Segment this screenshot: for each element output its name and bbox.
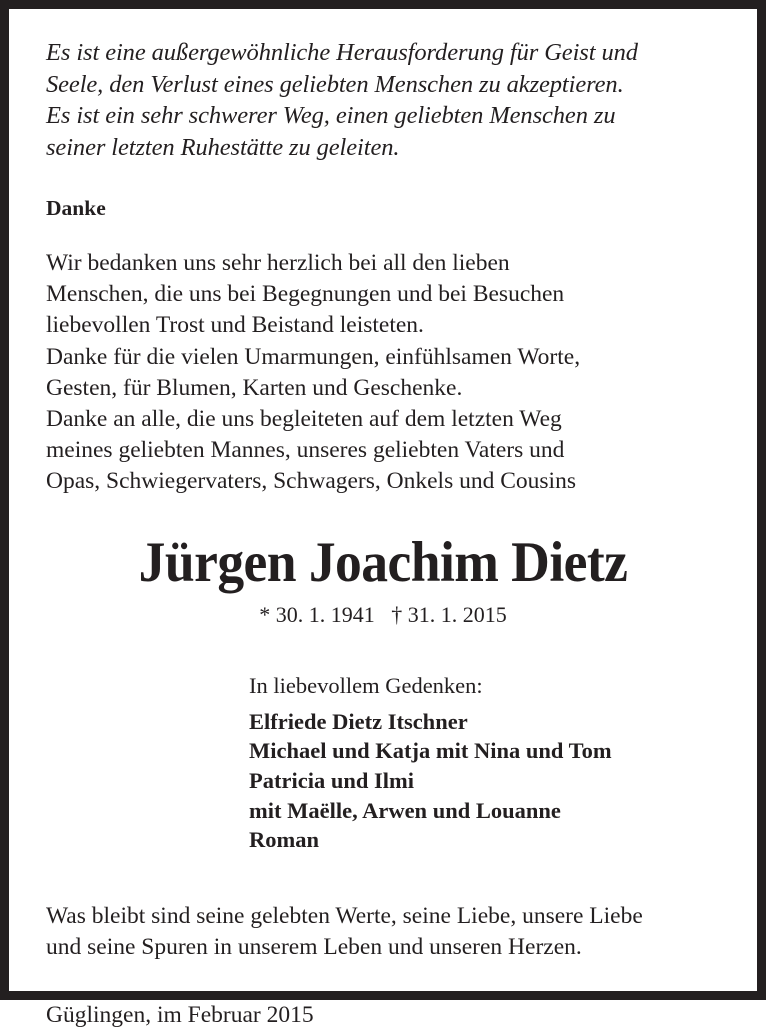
mourner-line: Patricia und Ilmi: [249, 767, 415, 793]
thanks-line: meines geliebten Mannes, unseres geliebten Vaters und: [46, 436, 565, 463]
mourner-line: Michael und Katja mit Nina und Tom: [249, 738, 612, 764]
thanks-line: Menschen, die uns bei Begegnungen und bei Besuchen: [46, 281, 565, 308]
epigraph-line: Es ist ein sehr schwerer Weg, einen geliebten Menschen zu: [46, 102, 616, 130]
epigraph-line: seiner letzten Ruhestätte zu geleiten.: [46, 133, 400, 161]
deceased-name-block: [37, 533, 729, 628]
danke-heading: Danke: [46, 196, 106, 221]
thanks-line: Gesten, für Blumen, Karten und Geschenke.: [46, 374, 463, 401]
mourners-list: [249, 707, 729, 855]
deceased-name: Jürgen Joachim Dietz: [138, 531, 628, 595]
thanks-body: [46, 248, 729, 497]
thanks-line: Wir bedanken uns sehr herzlich bei all den lieben: [46, 250, 510, 277]
epigraph: [46, 37, 729, 163]
thanks-line: Danke für die vielen Umarmungen, einfühlsamen Worte,: [46, 343, 581, 370]
mourner-line: Elfriede Dietz Itschner: [249, 708, 468, 734]
thanks-line: liebevollen Trost und Beistand leisteten.: [46, 312, 424, 339]
place-date: Güglingen, im Februar 2015: [46, 1002, 314, 1029]
closing-line: Was bleibt sind seine gelebten Werte, seine Liebe, unsere Liebe: [46, 902, 643, 929]
closing-text: [46, 901, 729, 964]
mourners-block: [249, 672, 729, 855]
epigraph-line: Seele, den Verlust eines geliebten Menschen zu akzeptieren.: [46, 70, 624, 98]
notice-paper: [9, 9, 757, 1029]
thanks-line: Danke an alle, die uns begleiteten auf dem letzten Weg: [46, 405, 562, 432]
thanks-line: Opas, Schwiegervaters, Schwagers, Onkels und Cousins: [46, 468, 576, 495]
mourner-line: Roman: [249, 827, 320, 853]
epigraph-line: Es ist eine außergewöhnliche Herausforderung für Geist und: [46, 39, 638, 66]
mourners-intro: In liebevollem Gedenken:: [249, 673, 483, 699]
life-dates: * 30. 1. 1941 † 31. 1. 2015: [259, 602, 507, 628]
mourner-line: mit Maëlle, Arwen und Louanne: [249, 797, 561, 823]
closing-line: und seine Spuren in unserem Leben und unseren Herzen.: [46, 934, 582, 961]
